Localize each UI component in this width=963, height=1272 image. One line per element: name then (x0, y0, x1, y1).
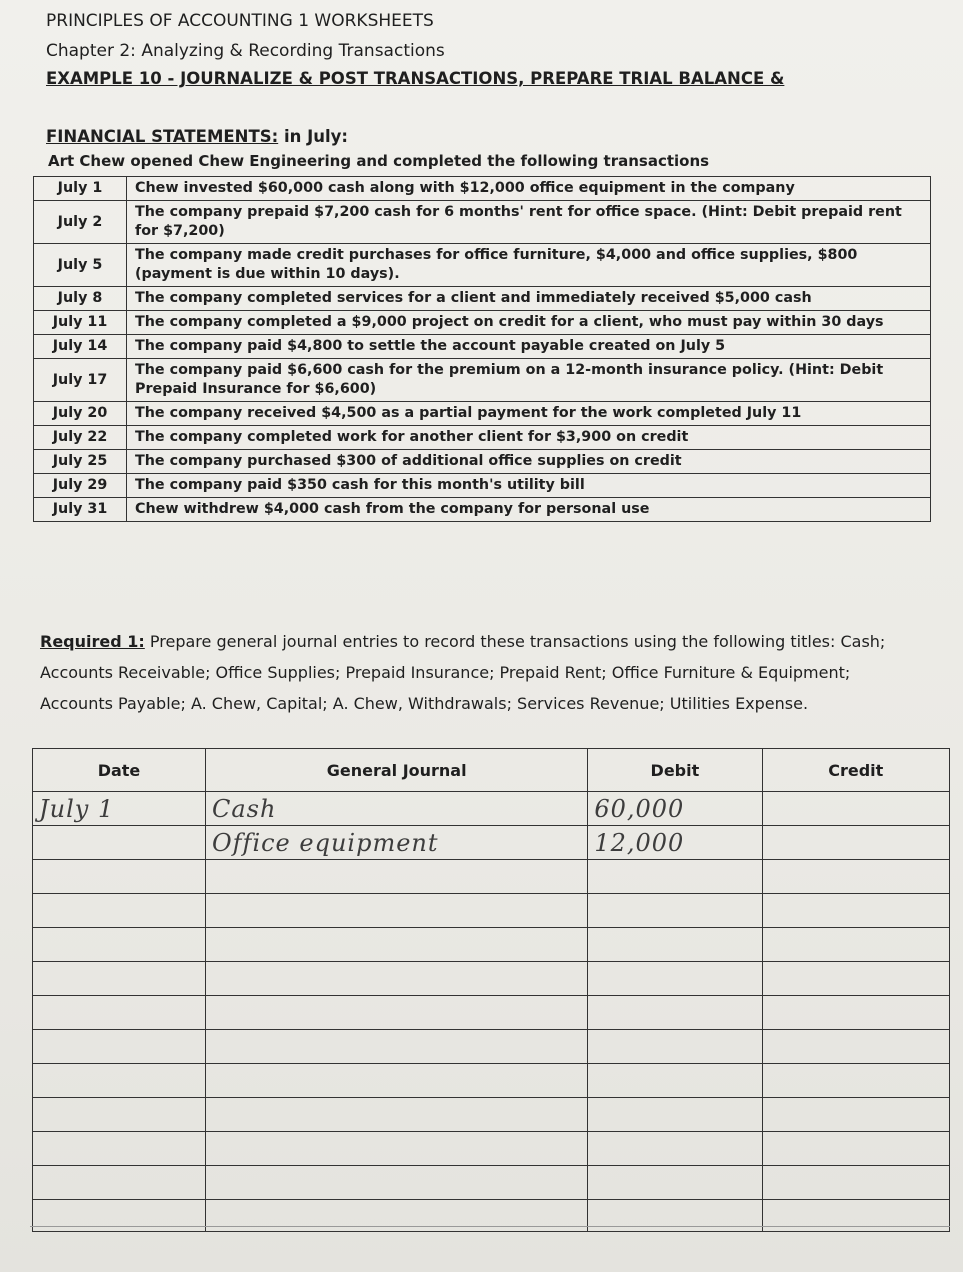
journal-cell-debit[interactable] (588, 894, 762, 928)
journal-cell-debit[interactable] (588, 1166, 762, 1200)
journal-entry-debit: 60,000 (594, 794, 685, 823)
journal-cell-credit[interactable] (762, 996, 950, 1030)
transaction-description: The company purchased $300 of additional office supplies on credit (127, 450, 931, 474)
col-date: Date (33, 749, 206, 792)
journal-cell-credit[interactable] (762, 928, 950, 962)
transaction-row (34, 287, 931, 311)
transaction-date: July 8 (34, 287, 127, 311)
chapter-title: Chapter 2: Analyzing & Recording Transactions (46, 41, 445, 61)
journal-entry-account: Cash (212, 794, 277, 823)
journal-cell-date[interactable] (33, 860, 206, 894)
col-credit: Credit (762, 749, 950, 792)
journal-row (33, 894, 950, 928)
transaction-date: July 2 (34, 201, 127, 244)
transaction-date: July 17 (34, 359, 127, 402)
journal-cell-account[interactable] (206, 860, 588, 894)
journal-cell-debit[interactable] (588, 1098, 762, 1132)
journal-row (33, 996, 950, 1030)
journal-cell-account[interactable] (206, 1166, 588, 1200)
journal-cell-debit[interactable] (588, 928, 762, 962)
journal-entry-account: Office equipment (212, 828, 439, 857)
transaction-row (34, 498, 931, 522)
journal-cell-date[interactable] (33, 1098, 206, 1132)
transaction-description: Chew invested $60,000 cash along with $12,000 office equipment in the company (127, 177, 931, 201)
journal-cell-credit[interactable] (762, 894, 950, 928)
journal-cell-date[interactable] (33, 792, 206, 826)
transaction-row (34, 426, 931, 450)
transactions-table (33, 176, 931, 522)
journal-cell-date[interactable] (33, 1166, 206, 1200)
transaction-description: The company completed work for another client for $3,900 on credit (127, 426, 931, 450)
journal-cell-account[interactable] (206, 928, 588, 962)
general-journal-table (32, 748, 950, 1232)
transaction-date: July 22 (34, 426, 127, 450)
transaction-date: July 31 (34, 498, 127, 522)
journal-entry-debit: 12,000 (594, 828, 685, 857)
journal-cell-date[interactable] (33, 1064, 206, 1098)
transaction-date: July 1 (34, 177, 127, 201)
transaction-row (34, 177, 931, 201)
transaction-date: July 20 (34, 402, 127, 426)
journal-entry-date: July 1 (39, 794, 115, 823)
transaction-row (34, 402, 931, 426)
journal-row (33, 962, 950, 996)
journal-row (33, 860, 950, 894)
journal-row (33, 1132, 950, 1166)
journal-cell-credit[interactable] (762, 826, 950, 860)
transaction-description: Chew withdrew $4,000 cash from the company for personal use (127, 498, 931, 522)
journal-cell-account[interactable] (206, 962, 588, 996)
transaction-description: The company completed a $9,000 project on credit for a client, who must pay within 30 days (127, 311, 931, 335)
journal-cell-date[interactable] (33, 962, 206, 996)
journal-cell-credit[interactable] (762, 1064, 950, 1098)
journal-row (33, 1064, 950, 1098)
transaction-row (34, 335, 931, 359)
journal-row (33, 1030, 950, 1064)
course-title: PRINCIPLES OF ACCOUNTING 1 WORKSHEETS (46, 11, 434, 31)
col-general-journal: General Journal (206, 749, 588, 792)
col-debit: Debit (588, 749, 762, 792)
transaction-date: July 29 (34, 474, 127, 498)
journal-cell-credit[interactable] (762, 860, 950, 894)
transaction-row (34, 311, 931, 335)
journal-cell-credit[interactable] (762, 1098, 950, 1132)
transaction-description: The company paid $350 cash for this month's utility bill (127, 474, 931, 498)
transaction-row (34, 450, 931, 474)
journal-cell-account[interactable] (206, 1098, 588, 1132)
transaction-date: July 14 (34, 335, 127, 359)
journal-cell-credit[interactable] (762, 792, 950, 826)
month-label: in July: (283, 127, 348, 146)
journal-cell-account[interactable] (206, 792, 588, 826)
transaction-description: The company made credit purchases for office furniture, $4,000 and office supplies, $800 (payment is due within 10 days). (127, 244, 931, 287)
journal-row (33, 792, 950, 826)
journal-cell-credit[interactable] (762, 1166, 950, 1200)
journal-cell-debit[interactable] (588, 1030, 762, 1064)
journal-cell-debit[interactable] (588, 826, 762, 860)
transaction-date: July 5 (34, 244, 127, 287)
journal-cell-debit[interactable] (588, 962, 762, 996)
transaction-description: The company paid $4,800 to settle the account payable created on July 5 (127, 335, 931, 359)
journal-cell-date[interactable] (33, 1030, 206, 1064)
journal-cell-account[interactable] (206, 1132, 588, 1166)
transaction-row (34, 359, 931, 402)
journal-row (33, 1166, 950, 1200)
transaction-row (34, 474, 931, 498)
journal-cell-credit[interactable] (762, 962, 950, 996)
journal-row (33, 1098, 950, 1132)
required-label: Required 1: (40, 632, 145, 651)
example-title-line2-text: FINANCIAL STATEMENTS: (46, 127, 279, 146)
journal-cell-date[interactable] (33, 928, 206, 962)
page-rule (30, 1226, 950, 1227)
journal-cell-credit[interactable] (762, 1132, 950, 1166)
transaction-date: July 11 (34, 311, 127, 335)
journal-cell-date[interactable] (33, 894, 206, 928)
journal-cell-debit[interactable] (588, 860, 762, 894)
journal-cell-account[interactable] (206, 996, 588, 1030)
journal-cell-account[interactable] (206, 1064, 588, 1098)
journal-cell-account[interactable] (206, 894, 588, 928)
transaction-description: The company received $4,500 as a partial payment for the work completed July 11 (127, 402, 931, 426)
journal-cell-debit[interactable] (588, 996, 762, 1030)
journal-cell-date[interactable] (33, 996, 206, 1030)
journal-cell-account[interactable] (206, 1030, 588, 1064)
journal-cell-debit[interactable] (588, 792, 762, 826)
journal-row (33, 928, 950, 962)
journal-cell-debit[interactable] (588, 1132, 762, 1166)
required-instructions (40, 626, 925, 719)
example-title-line2 (46, 126, 348, 148)
journal-cell-date[interactable] (33, 826, 206, 860)
required-text: Prepare general journal entries to record these transactions using the following titles: Cash; Accounts Receivable; Office Supplies; Prepaid Insurance; Prepaid Rent; Office Furniture & Equipment; Accounts Payable; A. Chew, Capital; A. Chew, Withdrawals; Services Revenue; Utilities Expense. (40, 632, 886, 713)
transaction-description: The company prepaid $7,200 cash for 6 months' rent for office space. (Hint: Debit prepaid rent for $7,200) (127, 201, 931, 244)
intro-text: Art Chew opened Chew Engineering and completed the following transactions (48, 152, 710, 170)
journal-cell-debit[interactable] (588, 1064, 762, 1098)
transaction-row (34, 201, 931, 244)
transaction-date: July 25 (34, 450, 127, 474)
example-title-line1: EXAMPLE 10 - JOURNALIZE & POST TRANSACTIONS, PREPARE TRIAL BALANCE & (46, 69, 785, 88)
journal-cell-date[interactable] (33, 1132, 206, 1166)
journal-cell-account[interactable] (206, 826, 588, 860)
journal-row (33, 826, 950, 860)
transaction-description: The company paid $6,600 cash for the premium on a 12-month insurance policy. (Hint: Debit Prepaid Insurance for $6,600) (127, 359, 931, 402)
transaction-row (34, 244, 931, 287)
transaction-description: The company completed services for a client and immediately received $5,000 cash (127, 287, 931, 311)
journal-cell-credit[interactable] (762, 1030, 950, 1064)
